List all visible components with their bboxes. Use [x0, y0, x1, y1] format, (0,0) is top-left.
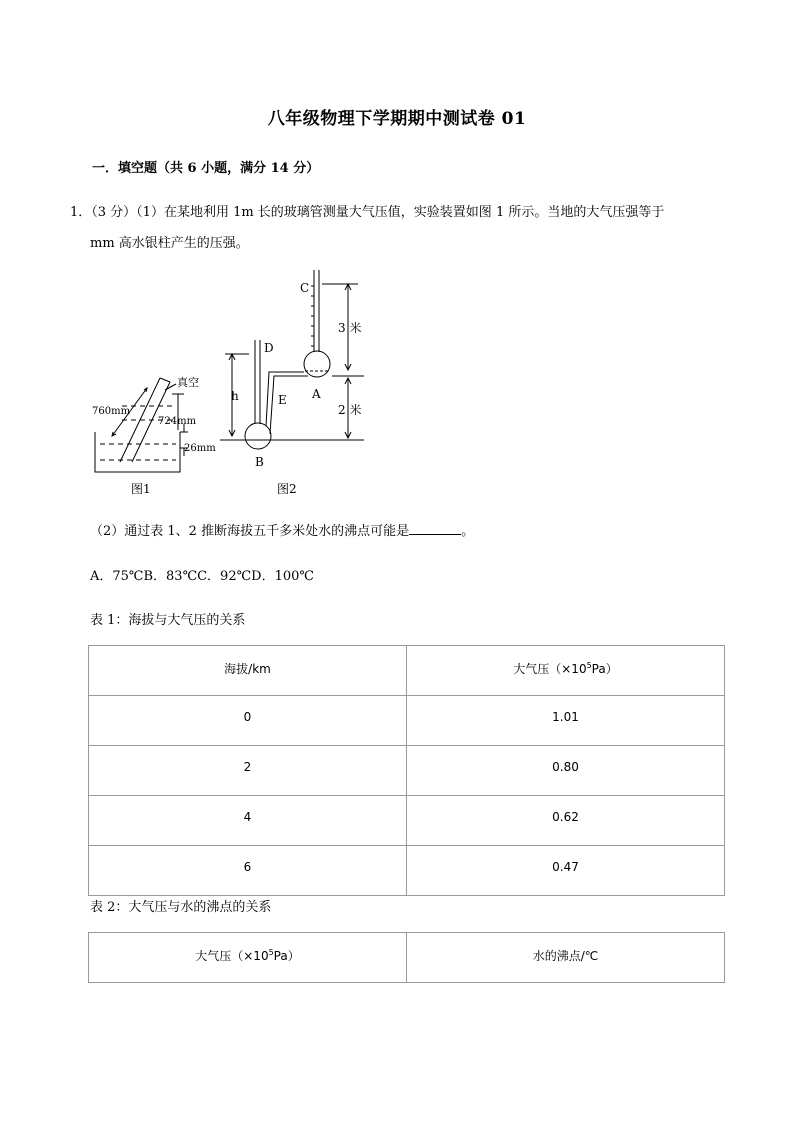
fig2-label-D: D: [264, 341, 274, 355]
table-cell: 2: [89, 746, 407, 796]
table-cell: 0.80: [407, 746, 725, 796]
table-pressure-boiling: [88, 932, 725, 983]
page-title: 八年级物理下学期期中测试卷 01: [267, 109, 527, 129]
fig1-caption: 图1: [131, 482, 151, 496]
table-header-row: [89, 933, 725, 983]
table2-caption: 表 2：大气压与水的沸点的关系: [90, 900, 272, 915]
table-row: [89, 696, 725, 746]
part2-suffix: 。: [461, 524, 475, 539]
part2-text: （2）通过表 1、2 推断海拔五千多米处水的沸点可能是: [90, 524, 410, 539]
table-cell: 1.01: [407, 696, 725, 746]
fig2-label-B: B: [255, 455, 264, 469]
table-cell: 0: [89, 696, 407, 746]
table-cell: 4: [89, 796, 407, 846]
table-row: [89, 746, 725, 796]
header-boiling-point: 水的沸点/℃: [407, 933, 725, 983]
fig2-caption: 图2: [277, 482, 297, 496]
question-1-line2: mm 高水银柱产生的压强。: [90, 236, 249, 251]
question-1-part2: [90, 520, 474, 539]
answer-blank: [409, 522, 461, 535]
header-pressure: 大气压$(\times 10^5Pa)$: [407, 646, 725, 696]
fig2-label-C: C: [300, 281, 310, 295]
table-cell: 0.47: [407, 846, 725, 896]
table-cell: 0.62: [407, 796, 725, 846]
fig2-label-3m: 3 米: [338, 321, 362, 335]
fig2-label-A: A: [312, 387, 321, 401]
fig1-26-label: 26mm: [184, 443, 216, 454]
section-heading: 一．填空题（共 6 小题，满分 14 分）: [92, 161, 320, 176]
answer-options: A．75℃B．83℃C．92℃D．100℃: [90, 569, 314, 584]
fig1-724-label: 724mm: [158, 416, 197, 427]
header-pressure: 大气压$(\times 10^5Pa)$: [89, 933, 407, 983]
fig2-label-h: h: [231, 389, 239, 403]
fig1-vacuum-label: 真空: [177, 376, 199, 389]
fig2-label-E: E: [278, 393, 287, 407]
figure-group: [92, 266, 452, 506]
table-cell: 6: [89, 846, 407, 896]
table-row: [89, 846, 725, 896]
fig1-760-label: 760mm: [92, 406, 131, 417]
header-altitude: 海拔/km: [89, 646, 407, 696]
fig2-label-2m: 2 米: [338, 403, 362, 417]
table-altitude-pressure: [88, 645, 725, 896]
table1-caption: 表 1：海拔与大气压的关系: [90, 613, 246, 628]
figure-2: [220, 270, 364, 449]
question-1-line1: 1．（3 分）（1）在某地利用 1m 长的玻璃管测量大气压值，实验装置如图 1 所示。当地的大气压强等于: [70, 205, 665, 220]
table-row: [89, 796, 725, 846]
figures-svg: [92, 266, 452, 502]
table-header-row: [89, 646, 725, 696]
